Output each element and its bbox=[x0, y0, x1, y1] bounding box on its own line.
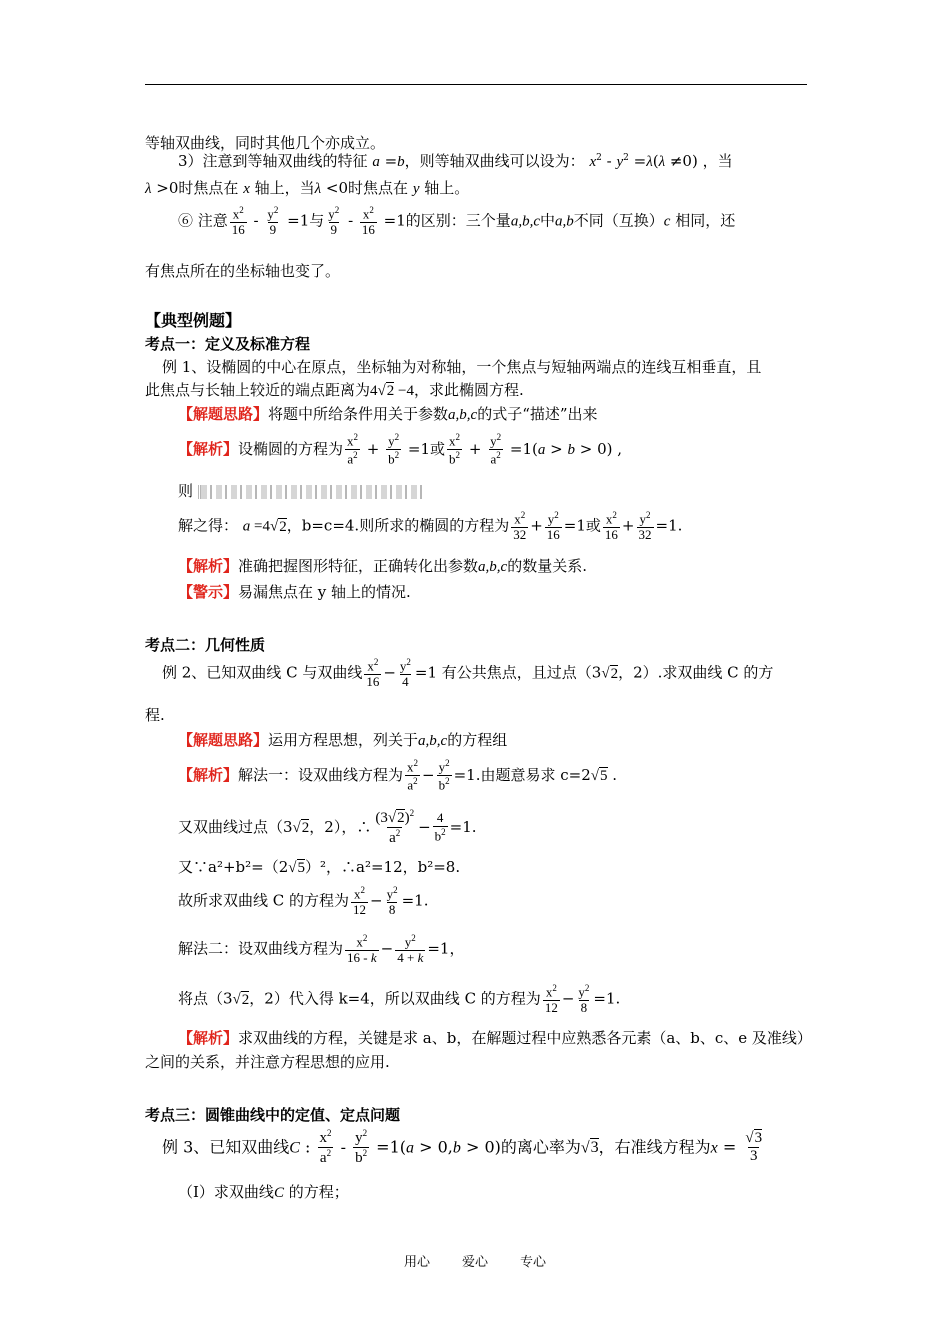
section-title: 【典型例题】 bbox=[145, 311, 242, 330]
intro-line-2: 3）注意到等轴双曲线的特征 a =b，则等轴双曲线可以设为： $x^2 - y^2 =\lambda(\lambda \ne 0)$ ，当 bbox=[178, 152, 733, 170]
k2-ex2-line1: 例 2、已知双曲线 C 与双曲线 $\frac{x^2}{16}$ − $\frac{y^2}{4}$ =1 有公共焦点，且过点（3√2，2）.求双曲线 C 的方 bbox=[162, 657, 774, 690]
intro-line-4: ⑥ 注意 $\frac{x^2}{16}$ - $\frac{y^2}{9}$ =1与 $\frac{y^2}{9}$ - $\frac{x^2}{16}$ =1的区别：三个量a,b,c中a,b不同（互换）c 相同，还 bbox=[178, 205, 736, 238]
intro-line-1: 等轴双曲线，同时其他几个亦成立。 bbox=[145, 134, 386, 152]
intro-line-5: 有焦点所在的坐标轴也变了。 bbox=[145, 262, 341, 280]
k2-sol-line4: 故所求双曲线 C 的方程为 $\frac{x^2}{12}$ − $\frac{y^2}{8}$ =1. bbox=[178, 885, 429, 918]
k2-think: 【解题思路】运用方程思想，列关于a,b,c的方程组 bbox=[178, 731, 508, 749]
k2-analysis-line1: 【解析】求双曲线的方程，关键是求 a、b，在解题过程中应熟悉各元素（a、b、c、e 及准线） bbox=[178, 1029, 812, 1047]
k1-ex1-line2: 此焦点与长轴上较近的端点距离为4√2 −4，求此椭圆方程. bbox=[145, 381, 524, 399]
intro-line-3: λ >0时焦点在 x 轴上，当λ <0时焦点在 y 轴上。 bbox=[145, 179, 470, 197]
page-footer: 用心 爱心 专心 bbox=[403, 1255, 547, 1270]
k2-sol-line3: 又∵a²+b²=（2√5）²，∴a²=12，b²=8. bbox=[178, 858, 461, 876]
k2-ex2-line2: 程. bbox=[145, 706, 165, 724]
k2-sol-line5: 解法二：设双曲线方程为 $\frac{x^2}{16 - k}$ − $\frac{y^2}{4 + k}$ =1， bbox=[178, 933, 465, 966]
k1-sol-line1: 【解析】设椭圆的方程为 $\frac{x^2}{a^2}$ + $\frac{y^2}{b^2}$ =1或 $\frac{x^2}{b^2}$ + $\frac{y^2}{a^2}$ =1(a > b > 0) , bbox=[178, 432, 623, 467]
k1-title: 考点一：定义及标准方程 bbox=[145, 335, 311, 353]
k2-sol-line1: 【解析】解法一：设双曲线方程为 $\frac{x^2}{a^2}$ − $\frac{y^2}{b^2}$ =1.由题意易求 c=2√5 . bbox=[178, 758, 618, 793]
k2-sol-line6: 将点（3√2，2）代入得 k=4，所以双曲线 C 的方程为 $\frac{x^2}{12}$ − $\frac{y^2}{8}$ =1. bbox=[178, 983, 621, 1016]
system-of-equations-image bbox=[198, 485, 426, 499]
k1-think: 【解题思路】将题中所给条件用关于参数a,b,c的式子“描述”出来 bbox=[178, 405, 598, 423]
k2-analysis-line2: 之间的关系，并注意方程思想的应用. bbox=[145, 1053, 390, 1071]
k1-sol-line2: 则 bbox=[178, 482, 843, 501]
k3-question-1: （Ⅰ）求双曲线C 的方程； bbox=[178, 1183, 349, 1201]
k1-sol-line3: 解之得： a =4√2，b=c=4.则所求的椭圆的方程为 $\frac{x^2}{32}$ + $\frac{y^2}{16}$ =1或 $\frac{x^2}{16}$ + $\frac{y^2}{32}$ =1. bbox=[178, 510, 683, 543]
k2-sol-line2: 又双曲线过点（3√2，2），∴ $\frac{(3√2)^2}{a^2}$ − $\frac{4}{b^2}$ =1. bbox=[178, 808, 477, 847]
header-rule bbox=[145, 84, 807, 85]
k1-warning: 【警示】易漏焦点在 y 轴上的情况. bbox=[178, 583, 411, 601]
k1-ex1-line1: 例 1、设椭圆的中心在原点，坐标轴为对称轴，一个焦点与短轴两端点的连线互相垂直，且 bbox=[162, 358, 762, 376]
k2-title: 考点二：几何性质 bbox=[145, 636, 266, 654]
k3-ex3: 例 3、已知双曲线C : $\frac{x^2}{a^2}$ - $\frac{y^2}{b^2}$ =1(a > 0,b > 0)的离心率为√3，右准线方程为x = $\frac{√3}{3}$ bbox=[162, 1128, 763, 1167]
k3-title: 考点三：圆锥曲线中的定值、定点问题 bbox=[145, 1106, 401, 1124]
k1-analysis: 【解析】准确把握图形特征，正确转化出参数a,b,c的数量关系. bbox=[178, 557, 587, 575]
